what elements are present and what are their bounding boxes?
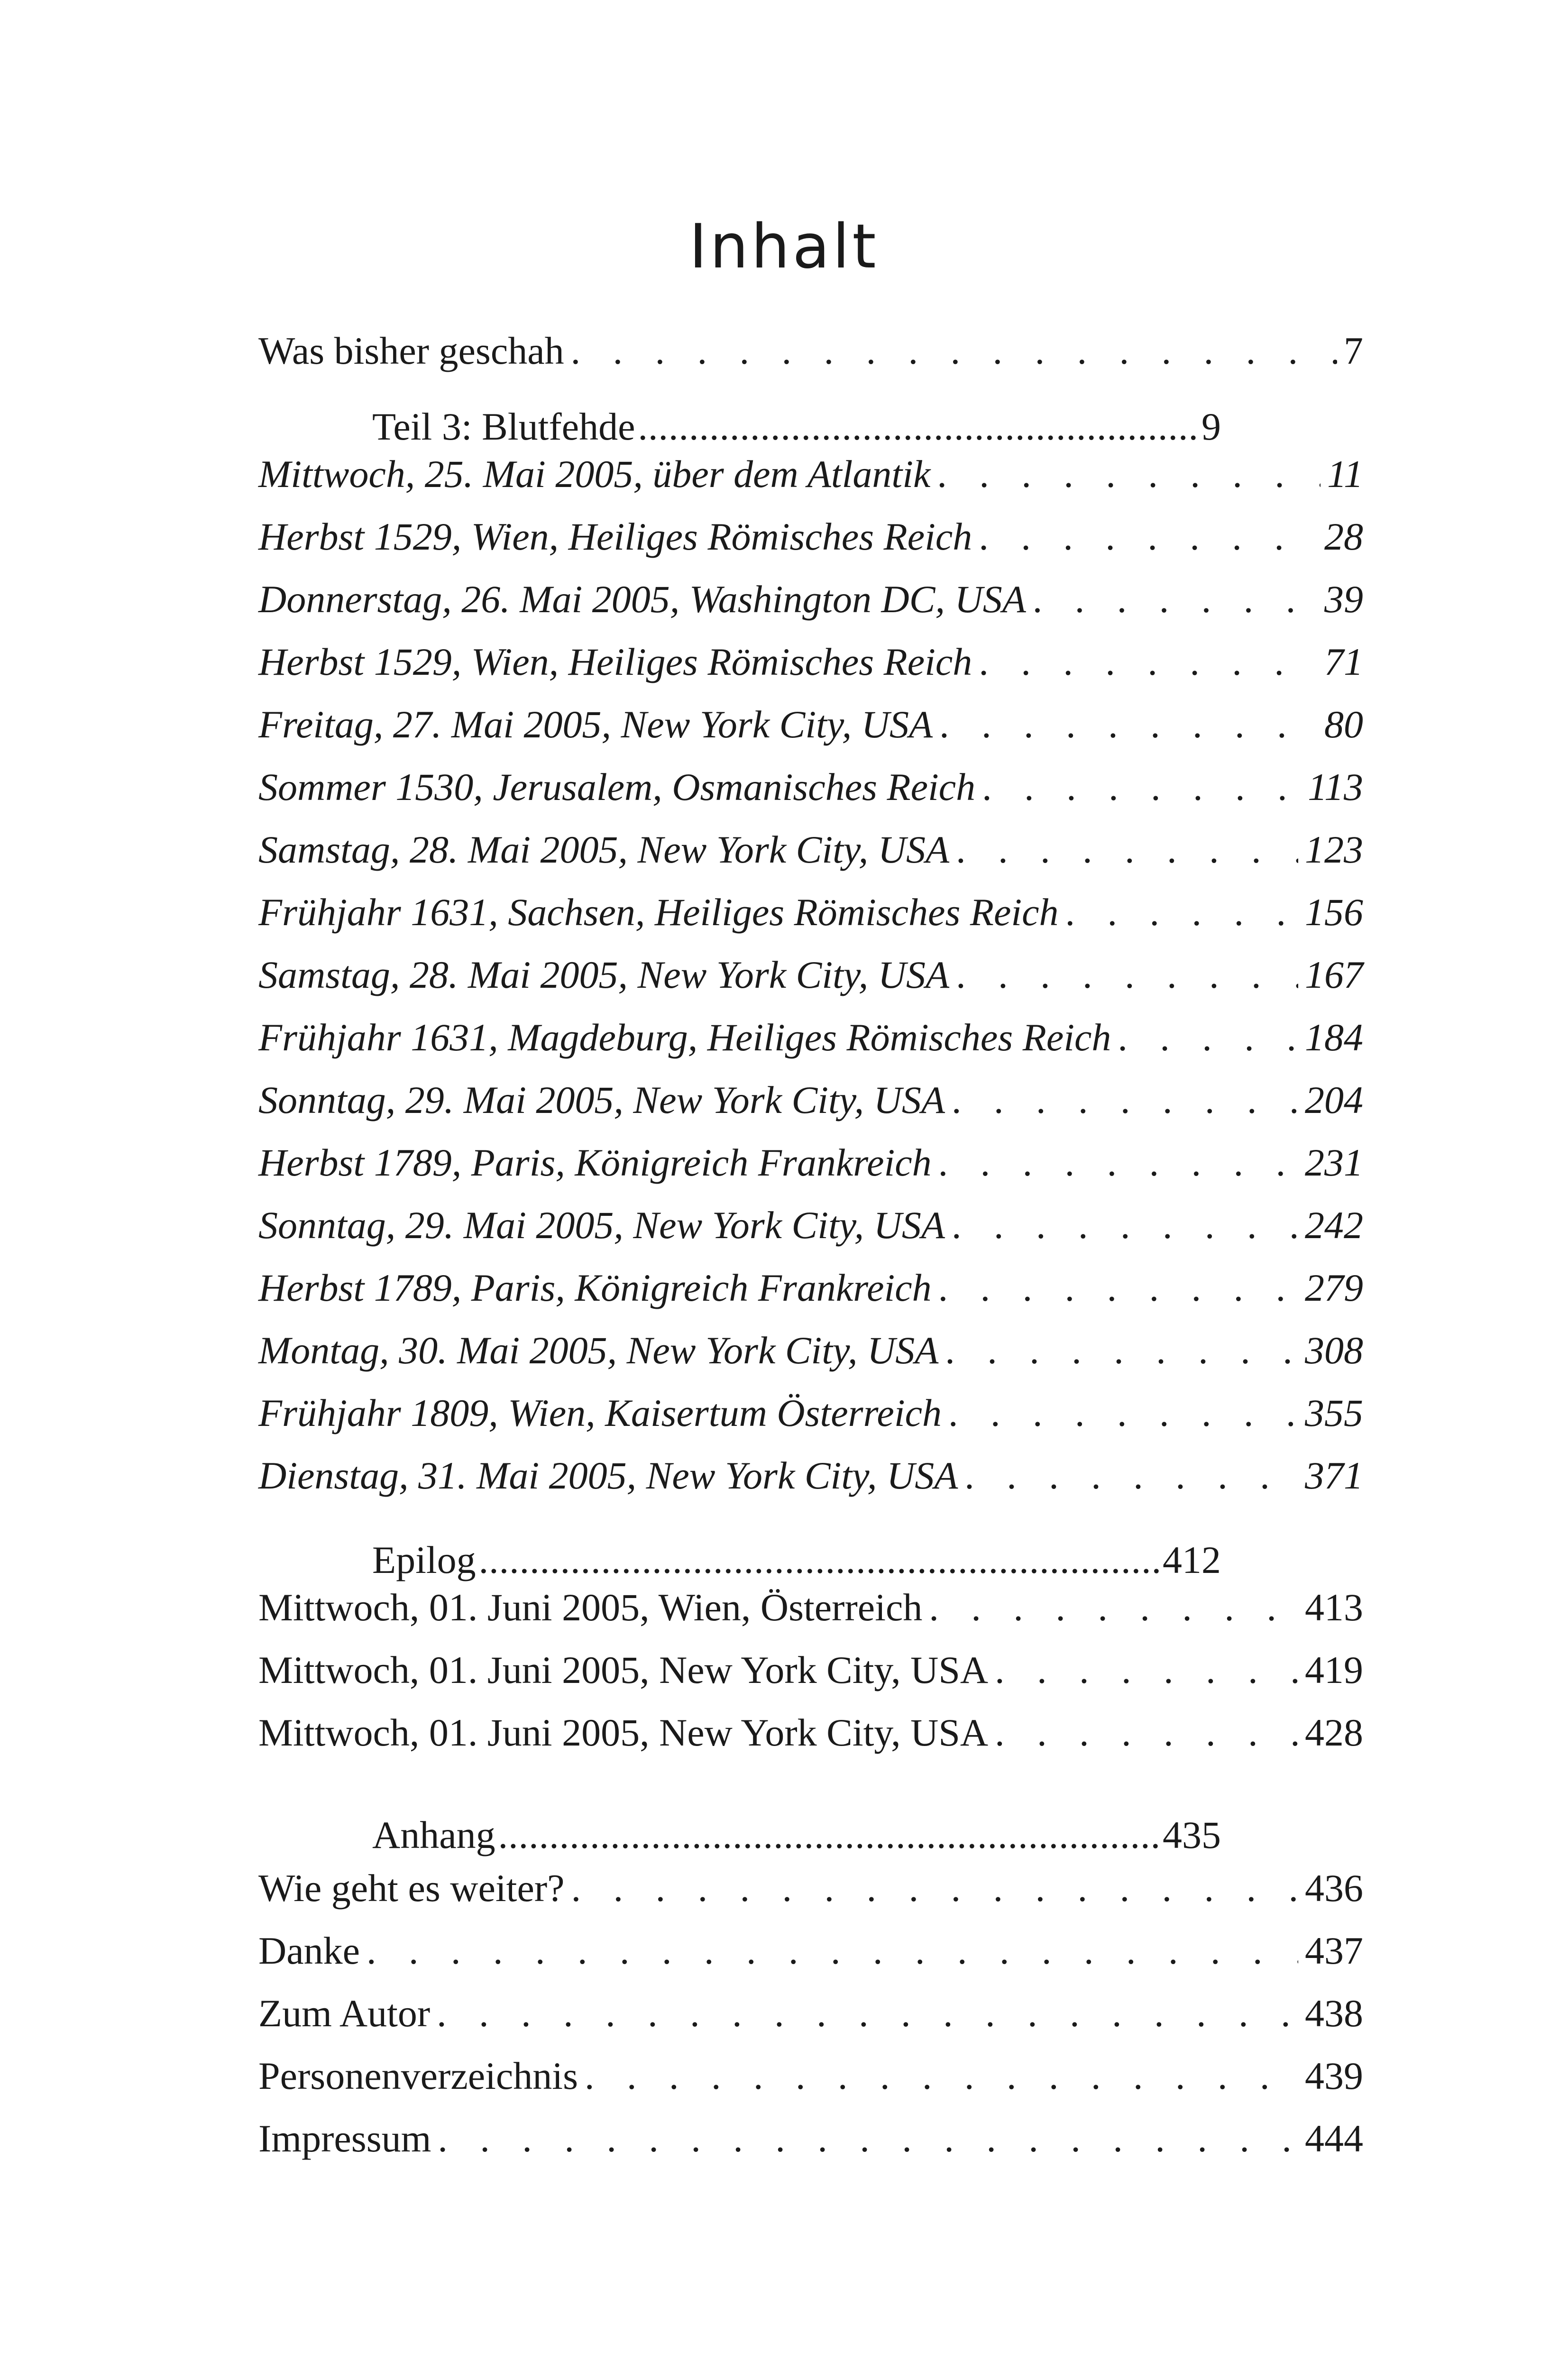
toc-entry-page: 438 (1305, 1992, 1363, 2035)
toc-entry-page: 71 (1324, 640, 1363, 683)
toc-entry-label: Samstag, 28. Mai 2005, New York City, USA (258, 953, 950, 996)
toc-entry-page: 413 (1305, 1586, 1363, 1629)
dot-leader (952, 1072, 1298, 1129)
toc-entry-page: 371 (1305, 1454, 1363, 1497)
toc-entry-page: 419 (1305, 1648, 1363, 1691)
toc-entry-page: 444 (1305, 2117, 1363, 2160)
dot-leader (979, 634, 1318, 690)
dot-leader (929, 1579, 1298, 1636)
toc-entry-label: Mittwoch, 25. Mai 2005, über dem Atlantik (258, 452, 931, 496)
dot-leader (995, 1704, 1298, 1761)
toc-entry-page: 7 (1344, 329, 1363, 372)
toc-chapter[interactable] (258, 1447, 1363, 1504)
toc-chapter[interactable] (258, 1134, 1363, 1191)
toc-entry-page: 428 (1305, 1711, 1363, 1754)
toc-chapter[interactable] (258, 884, 1363, 941)
toc-entry-label: Frühjahr 1631, Sachsen, Heiliges Römisches Reich (258, 891, 1059, 934)
toc-entry-page: 123 (1305, 828, 1363, 871)
dot-leader (437, 1985, 1298, 2042)
dot-leader (571, 322, 1337, 379)
toc-section-label: Epilog (372, 1538, 476, 1581)
toc-entry-label: Samstag, 28. Mai 2005, New York City, USA (258, 828, 950, 871)
toc-entry-page: 204 (1305, 1078, 1363, 1121)
toc-appendix-item[interactable] (258, 1860, 1363, 1917)
dot-leader (979, 508, 1318, 565)
toc-entry-page: 11 (1327, 452, 1363, 496)
dot-leader (571, 1860, 1298, 1917)
toc-chapter[interactable] (258, 947, 1363, 1003)
dot-leader (1065, 884, 1298, 941)
toc-section-anhang[interactable] (372, 1807, 1221, 1864)
toc-entry-page: 80 (1324, 703, 1363, 746)
toc-entry-page: 28 (1324, 515, 1363, 558)
toc-entry-label: Personenverzeichnis (258, 2054, 578, 2097)
toc-entry-label: Mittwoch, 01. Juni 2005, New York City, USA (258, 1711, 989, 1754)
toc-entry-label: Mittwoch, 01. Juni 2005, Wien, Österreich (258, 1586, 923, 1629)
toc-entry-label: Sonntag, 29. Mai 2005, New York City, USA (258, 1204, 945, 1247)
toc-entry-label: Frühjahr 1809, Wien, Kaisertum Österreich (258, 1391, 942, 1434)
toc-entry-page: 437 (1305, 1929, 1363, 1972)
toc-chapter[interactable] (258, 1259, 1363, 1316)
toc-chapter[interactable] (258, 446, 1363, 503)
toc-entry-label: Danke (258, 1929, 360, 1972)
dot-leader (1118, 1009, 1298, 1066)
toc-appendix-item[interactable] (258, 1985, 1363, 2042)
dot-leader (938, 1134, 1298, 1191)
toc-entry-page: 308 (1305, 1329, 1363, 1372)
toc-entry-page: 184 (1305, 1016, 1363, 1059)
toc-entry-label: Montag, 30. Mai 2005, New York City, USA (258, 1329, 939, 1372)
toc-entry-label: Freitag, 27. Mai 2005, New York City, USA (258, 703, 933, 746)
toc-entry-label: Was bisher geschah (258, 329, 564, 372)
toc-entry-page: 439 (1305, 2054, 1363, 2097)
toc-epilog-chapter[interactable] (258, 1642, 1363, 1699)
toc-entry-label: Herbst 1789, Paris, Königreich Frankreich (258, 1141, 932, 1184)
dot-leader (438, 2110, 1298, 2167)
toc-entry-label: Herbst 1529, Wien, Heiliges Römisches Reich (258, 515, 972, 558)
toc-entry-page: 156 (1305, 891, 1363, 934)
dot-leader (938, 1259, 1298, 1316)
toc-section-page: 412 (1163, 1538, 1221, 1581)
dot-leader (956, 821, 1298, 878)
toc-chapter[interactable] (258, 1197, 1363, 1254)
toc-chapter[interactable] (258, 759, 1363, 816)
toc-epilog-chapter[interactable] (258, 1579, 1363, 1636)
toc-chapter[interactable] (258, 696, 1363, 753)
dot-leader (995, 1642, 1298, 1699)
toc-chapter[interactable] (258, 1322, 1363, 1379)
toc-entry-label: Sommer 1530, Jerusalem, Osmanisches Reich (258, 765, 976, 809)
dot-leader (964, 1447, 1298, 1504)
toc-chapter[interactable] (258, 1385, 1363, 1442)
toc-entry-page: 39 (1324, 578, 1363, 621)
toc-chapter[interactable] (258, 821, 1363, 878)
toc-entry-page: 231 (1305, 1141, 1363, 1184)
toc-chapter[interactable] (258, 1072, 1363, 1129)
toc-entry-label: Zum Autor (258, 1992, 431, 2035)
dot-leader (498, 1807, 1160, 1864)
toc-chapter[interactable] (258, 1009, 1363, 1066)
toc-epilog-chapter[interactable] (258, 1704, 1363, 1761)
toc-chapter[interactable] (258, 571, 1363, 628)
toc-entry-page: 242 (1305, 1204, 1363, 1247)
toc-appendix-item[interactable] (258, 2110, 1363, 2167)
toc-entry-label: Impressum (258, 2117, 431, 2160)
dot-leader (945, 1322, 1298, 1379)
dot-leader (939, 696, 1318, 753)
toc-section-label: Anhang (372, 1813, 495, 1856)
page-title: Inhalt (689, 211, 879, 282)
dot-leader (367, 1922, 1298, 1979)
toc-entry-label: Donnerstag, 26. Mai 2005, Washington DC, USA (258, 578, 1026, 621)
toc-section-page: 9 (1201, 405, 1221, 448)
dot-leader (948, 1385, 1298, 1442)
dot-leader (937, 446, 1320, 503)
dot-leader (1033, 571, 1318, 628)
toc-entry-label: Herbst 1529, Wien, Heiliges Römisches Reich (258, 640, 972, 683)
toc-entry-page: 279 (1305, 1266, 1363, 1309)
toc-entry-page: 167 (1305, 953, 1363, 996)
dot-leader (585, 2048, 1298, 2104)
toc-section-label: Teil 3: Blutfehde (372, 405, 635, 448)
toc-entry-label: Herbst 1789, Paris, Königreich Frankreich (258, 1266, 932, 1309)
toc-entry-label: Mittwoch, 01. Juni 2005, New York City, USA (258, 1648, 989, 1691)
toc-entry-page: 436 (1305, 1866, 1363, 1910)
dot-leader (956, 947, 1298, 1003)
toc-entry-intro[interactable] (258, 322, 1363, 379)
dot-leader (982, 759, 1301, 816)
toc-appendix-item[interactable] (258, 1922, 1363, 1979)
toc-chapter[interactable] (258, 508, 1363, 565)
dot-leader (952, 1197, 1298, 1254)
toc-entry-label: Wie geht es weiter? (258, 1866, 565, 1910)
toc-section-page: 435 (1163, 1813, 1221, 1856)
toc-entry-page: 113 (1308, 765, 1363, 809)
toc-entry-label: Frühjahr 1631, Magdeburg, Heiliges Römisches Reich (258, 1016, 1111, 1059)
toc-appendix-item[interactable] (258, 2048, 1363, 2104)
toc-chapter[interactable] (258, 634, 1363, 690)
toc-entry-page: 355 (1305, 1391, 1363, 1434)
toc-entry-label: Sonntag, 29. Mai 2005, New York City, USA (258, 1078, 945, 1121)
toc-entry-label: Dienstag, 31. Mai 2005, New York City, USA (258, 1454, 958, 1497)
